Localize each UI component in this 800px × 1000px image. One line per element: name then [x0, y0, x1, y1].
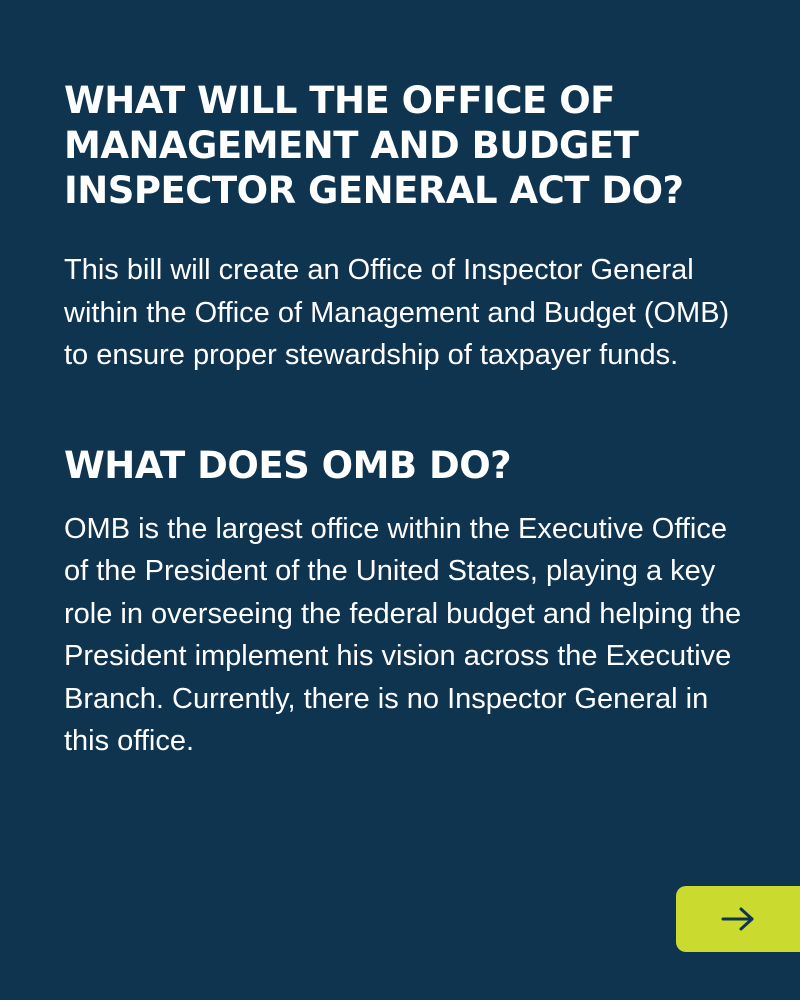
section-1-heading: WHAT WILL THE OFFICE OF MANAGEMENT AND BUDGET INSPECTOR GENERAL ACT DO?	[64, 79, 684, 212]
section-2-body: OMB is the largest office within the Executive Office of the President of the United States, playing a key role in overseeing the federal budget and helping the President implement his vision across the Executive Branch. Currently, there is no Inspector General in this office.	[64, 512, 742, 757]
section-2-heading: WHAT DOES OMB DO?	[64, 443, 512, 487]
slide-content	[64, 78, 744, 763]
arrow-right-icon	[720, 906, 756, 932]
section-1-body: This bill will create an Office of Inspector General within the Office of Management and Budget (OMB) to ensure proper stewardship of taxpayer funds.	[64, 254, 730, 371]
next-button[interactable]	[676, 886, 800, 952]
